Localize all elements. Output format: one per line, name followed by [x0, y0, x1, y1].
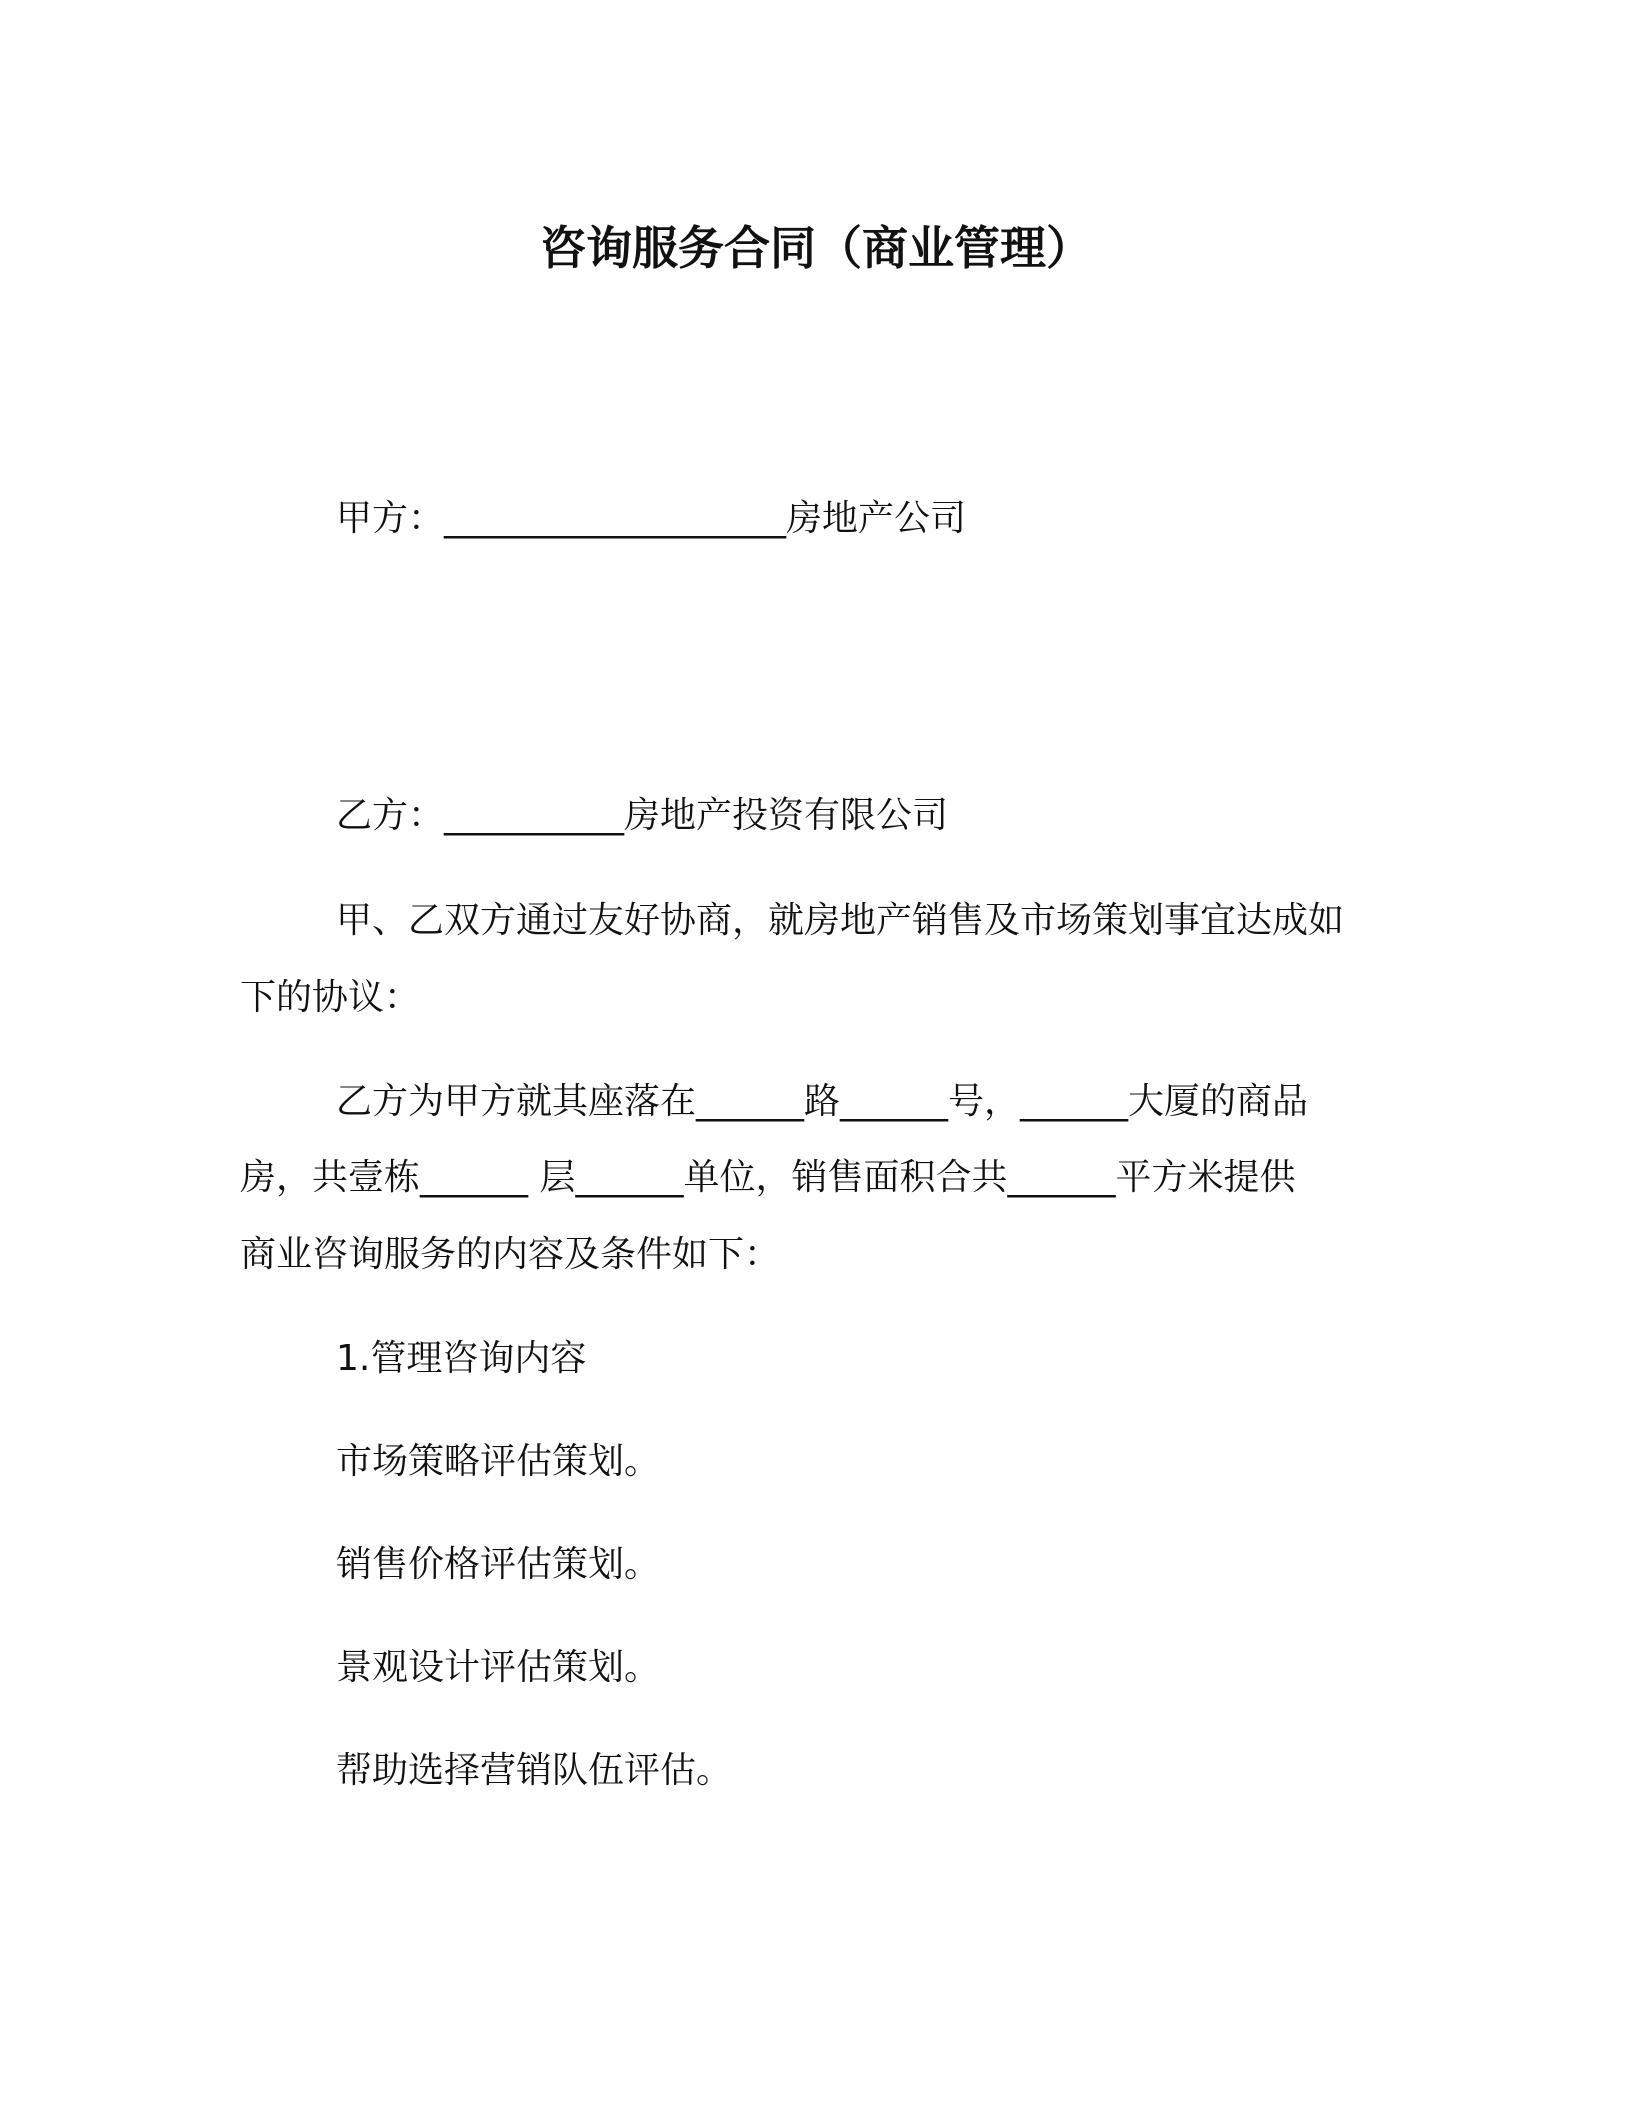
scope-paragraph-line-3: 商业咨询服务的内容及条件如下：	[240, 1234, 781, 1275]
scope-paragraph-line-2: 房，共壹栋______ 层______单位，销售面积合共______平方米提供	[240, 1157, 1296, 1198]
intro-paragraph-line-1: 甲、乙双方通过友好协商，就房地产销售及市场策划事宜达成如	[336, 900, 1345, 941]
section-heading: 1.管理咨询内容	[336, 1338, 587, 1379]
list-item: 销售价格评估策划。	[336, 1544, 661, 1585]
list-item: 景观设计评估策划。	[336, 1647, 661, 1688]
list-item: 市场策略评估策划。	[336, 1441, 661, 1482]
party-a-line: 甲方：___________________房地产公司	[336, 498, 967, 539]
intro-paragraph-line-2: 下的协议：	[240, 977, 421, 1018]
list-item: 帮助选择营销队伍评估。	[336, 1750, 733, 1791]
document-title: 咨询服务合同（商业管理）	[540, 221, 1092, 275]
scope-paragraph-line-1: 乙方为甲方就其座落在______路______号，______大厦的商品	[336, 1081, 1309, 1122]
party-b-line: 乙方：__________房地产投资有限公司	[336, 795, 949, 836]
